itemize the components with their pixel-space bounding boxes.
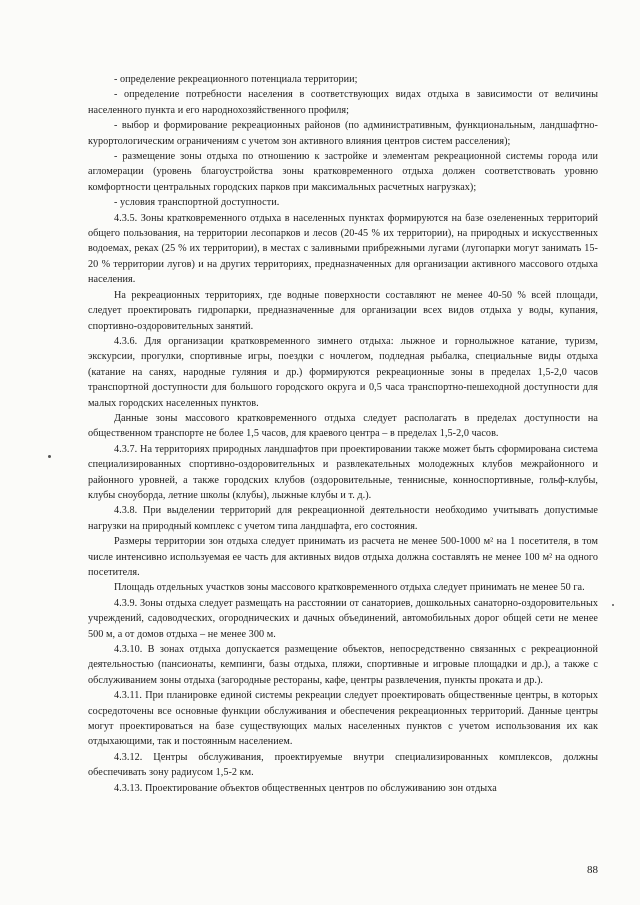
- paragraph-zone-area: Площадь отдельных участков зоны массового кратковременного отдыха следует принимать не менее 50 га.: [114, 582, 585, 594]
- list-item: - условия транспортной доступности.: [114, 197, 280, 209]
- scan-speck: [612, 604, 614, 606]
- paragraph-4-3-8: 4.3.8. При выделении территорий для рекреационной деятельности необходимо учитывать допустимые нагрузки на природный комплекс с учетом типа ландшафта, его состояния.: [88, 505, 598, 532]
- scan-speck: [48, 455, 51, 458]
- paragraph-4-3-12: 4.3.12. Центры обслуживания, проектируемые внутри специализированных комплексов, должны обеспечивать зону радиусом 1,5-2 км.: [88, 751, 598, 779]
- list-item: - размещение зоны отдыха по отношению к застройке и элементам рекреационной системы города или агломерации (уровень благоустройства зоны кратковременного отдыха должен соответствовать уровню комфортности центральных городских парков при максимальных расчетных нагрузках);: [88, 151, 598, 193]
- page-number: 88: [587, 864, 598, 876]
- paragraph-4-3-5: 4.3.5. Зоны кратковременного отдыха в населенных пунктах формируются на базе озелененных территорий общего пользования, на территории лесопарков и лесов (20-45 % их территории), на природных и искусственных водоемах, реках (25 % их территории), в местах с заливными прибрежными лугами (лугопарки могут занимать 15-20 % территории лугов) и на других территориях, предназначенных для организации активного массового отдыха населения.: [88, 212, 598, 286]
- paragraph-zone-sizes: Размеры территории зон отдыха следует принимать из расчета не менее 500-1000 м² на 1 посетителя, в том числе интенсивно используемая ее часть для активных видов отдыха должна составлять не менее 100 м² на одного посетителя.: [88, 536, 598, 578]
- paragraph-4-3-13: 4.3.13. Проектирование объектов общественных центров по обслуживанию зон отдыха: [114, 782, 497, 794]
- body-text: [88, 72, 598, 796]
- paragraph-4-3-7: 4.3.7. На территориях природных ландшафтов при проектировании также может быть сформирована система специализированных спортивно-оздоровительных и развлекательных молодежных клубов межрайонного и районного уровней, а также городских клубов (оздоровительные, теннисные, конноспортивные, гольф-клубы, клубы сноуборда, летние школы (клубы), лыжные клубы и т. д.).: [88, 443, 598, 501]
- paragraph-4-3-6: 4.3.6. Для организации кратковременного зимнего отдыха: лыжное и горнолыжное катание, туризм, экскурсии, прогулки, спортивные игры, поездки с ночлегом, подледная рыбалка, специальные виды отдыха (катание на санях, народные гуляния и др.) формируются рекреационные зоны в пределах 1,5-2,0 часов транспортной доступности для большого городского округа и 0,5 часа транспортно-пешеходной доступности для малых городских населенных пунктов.: [88, 335, 598, 409]
- list-item: - выбор и формирование рекреационных районов (по административным, функциональным, ландшафтно-курортологическим ограничениям с учетом зон активного влияния центров систем расселения);: [88, 120, 598, 147]
- paragraph-4-3-11: 4.3.11. При планировке единой системы рекреации следует проектировать общественные центры, в которых сосредоточены все основные функции обслуживания и обеспечения рекреационных территорий. Данные центры могут проектироваться на базе существующих малых населенных пунктов с учетом использования их как отдыхающими, так и постоянным населением.: [88, 690, 598, 748]
- list-item: - определение потребности населения в соответствующих видах отдыха в зависимости от величины населенного пункта и его народнохозяйственного профиля;: [88, 89, 598, 116]
- list-item: - определение рекреационного потенциала территории;: [114, 74, 358, 85]
- paragraph-4-3-10: 4.3.10. В зонах отдыха допускается размещение объектов, непосредственно связанных с рекреационной деятельностью (пансионаты, кемпинги, базы отдыха, пляжи, спортивные и игровые площадки и др.), а также с обслуживанием зоны отдыха (загородные рестораны, кафе, центры развлечения, пункты проката и др.).: [88, 644, 598, 686]
- paragraph-mass-recreation: Данные зоны массового кратковременного отдыха следует располагать в пределах доступности на общественном транспорте не более 1,5 часов, для краевого центра – в пределах 1,5-2,0 часов.: [88, 412, 598, 440]
- paragraph-4-3-9: 4.3.9. Зоны отдыха следует размещать на расстоянии от санаториев, дошкольных санаторно-оздоровительных учреждений, садоводческих, огороднических и дачных объединений, автомобильных дорог общей сети не менее 500 м, а от домов отдыха – не менее 300 м.: [88, 597, 598, 640]
- paragraph-hydroparks: На рекреационных территориях, где водные поверхности составляют не менее 40-50 % всей площади, следует проектировать гидропарки, предназначенные для организации всех видов отдыха у воды, купания, спортивно-оздоровительных занятий.: [88, 289, 598, 332]
